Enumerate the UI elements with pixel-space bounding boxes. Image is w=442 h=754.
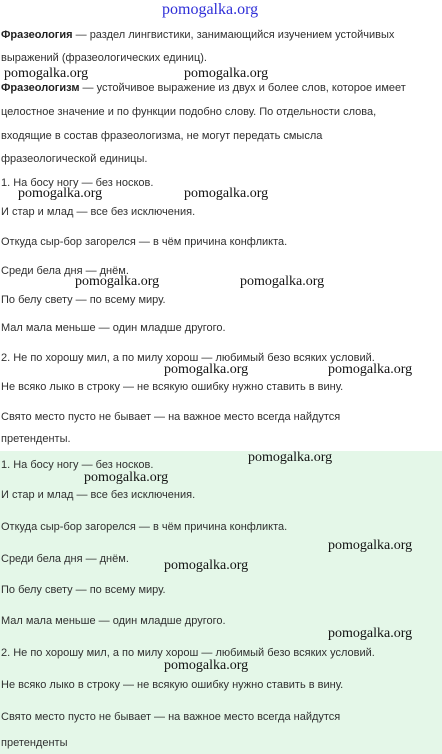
definition-line: входящие в состав фразеологизма, не могут передать смысла bbox=[1, 130, 323, 142]
definition-phraseology: Фразеология — раздел лингвистики, занимающийся изучением устойчивых bbox=[1, 29, 395, 41]
watermark: pomogalka.org bbox=[328, 538, 413, 553]
list-item: Не всяко лыко в строку — не всякую ошибку нужно ставить в вину. bbox=[1, 381, 344, 393]
answer-item: Среди бела дня — днём. bbox=[1, 553, 129, 565]
watermark: pomogalka.org bbox=[18, 186, 103, 201]
answer-item: Не всяко лыко в строку — не всякую ошибку нужно ставить в вину. bbox=[1, 679, 344, 691]
answer-item: По белу свету — по всему миру. bbox=[1, 584, 166, 596]
definition-line: целостное значение и по функции подобно слову. По отдельности слова, bbox=[1, 106, 377, 118]
term-phraseologism: Фразеологизм bbox=[1, 82, 80, 94]
list-item: Мал мала меньше — один младше другого. bbox=[1, 322, 226, 334]
list-item: претенденты. bbox=[1, 433, 71, 445]
answer-item: Мал мала меньше — один младше другого. bbox=[1, 615, 226, 627]
watermark: pomogalka.org bbox=[84, 470, 169, 485]
watermark: pomogalka.org bbox=[240, 274, 325, 289]
watermark: pomogalka.org bbox=[4, 66, 89, 81]
definition-line: фразеологической единицы. bbox=[1, 153, 148, 165]
watermark: pomogalka.org bbox=[328, 626, 413, 641]
definition-line: выражений (фразеологических единиц). bbox=[1, 52, 207, 64]
watermark: pomogalka.org bbox=[184, 186, 269, 201]
watermark: pomogalka.org bbox=[164, 658, 249, 673]
top-watermark: pomogalka.org bbox=[162, 1, 259, 18]
watermark: pomogalka.org bbox=[184, 66, 269, 81]
watermark: pomogalka.org bbox=[248, 450, 333, 465]
list-item: 1. На босу ногу — без носков. bbox=[1, 177, 154, 189]
watermark: pomogalka.org bbox=[328, 362, 413, 377]
watermark: pomogalka.org bbox=[164, 362, 249, 377]
list-item: По белу свету — по всему миру. bbox=[1, 294, 166, 306]
list-item: И стар и млад — все без исключения. bbox=[1, 206, 196, 218]
answer-item: 1. На босу ногу — без носков. bbox=[1, 459, 154, 471]
answer-item: И стар и млад — все без исключения. bbox=[1, 489, 196, 501]
definition-phraseologism: Фразеологизм — устойчивое выражение из двух и более слов, которое имеет bbox=[1, 82, 406, 94]
list-item: Среди бела дня — днём. bbox=[1, 265, 129, 277]
answer-item: 2. Не по хорошу мил, а по милу хорош — любимый безо всяких условий. bbox=[1, 647, 375, 659]
answer-item: Свято место пусто не бывает — на важное место всегда найдутся bbox=[1, 711, 341, 723]
list-item: Откуда сыр-бор загорелся — в чём причина конфликта. bbox=[1, 236, 288, 248]
term-phraseology: Фразеология bbox=[1, 29, 73, 41]
answer-item: претенденты bbox=[1, 737, 68, 749]
list-item: 2. Не по хорошу мил, а по милу хорош — любимый безо всяких условий. bbox=[1, 352, 375, 364]
watermark: pomogalka.org bbox=[164, 558, 249, 573]
list-item: Свято место пусто не бывает — на важное место всегда найдутся bbox=[1, 411, 341, 423]
watermark: pomogalka.org bbox=[75, 274, 160, 289]
answer-item: Откуда сыр-бор загорелся — в чём причина конфликта. bbox=[1, 521, 288, 533]
